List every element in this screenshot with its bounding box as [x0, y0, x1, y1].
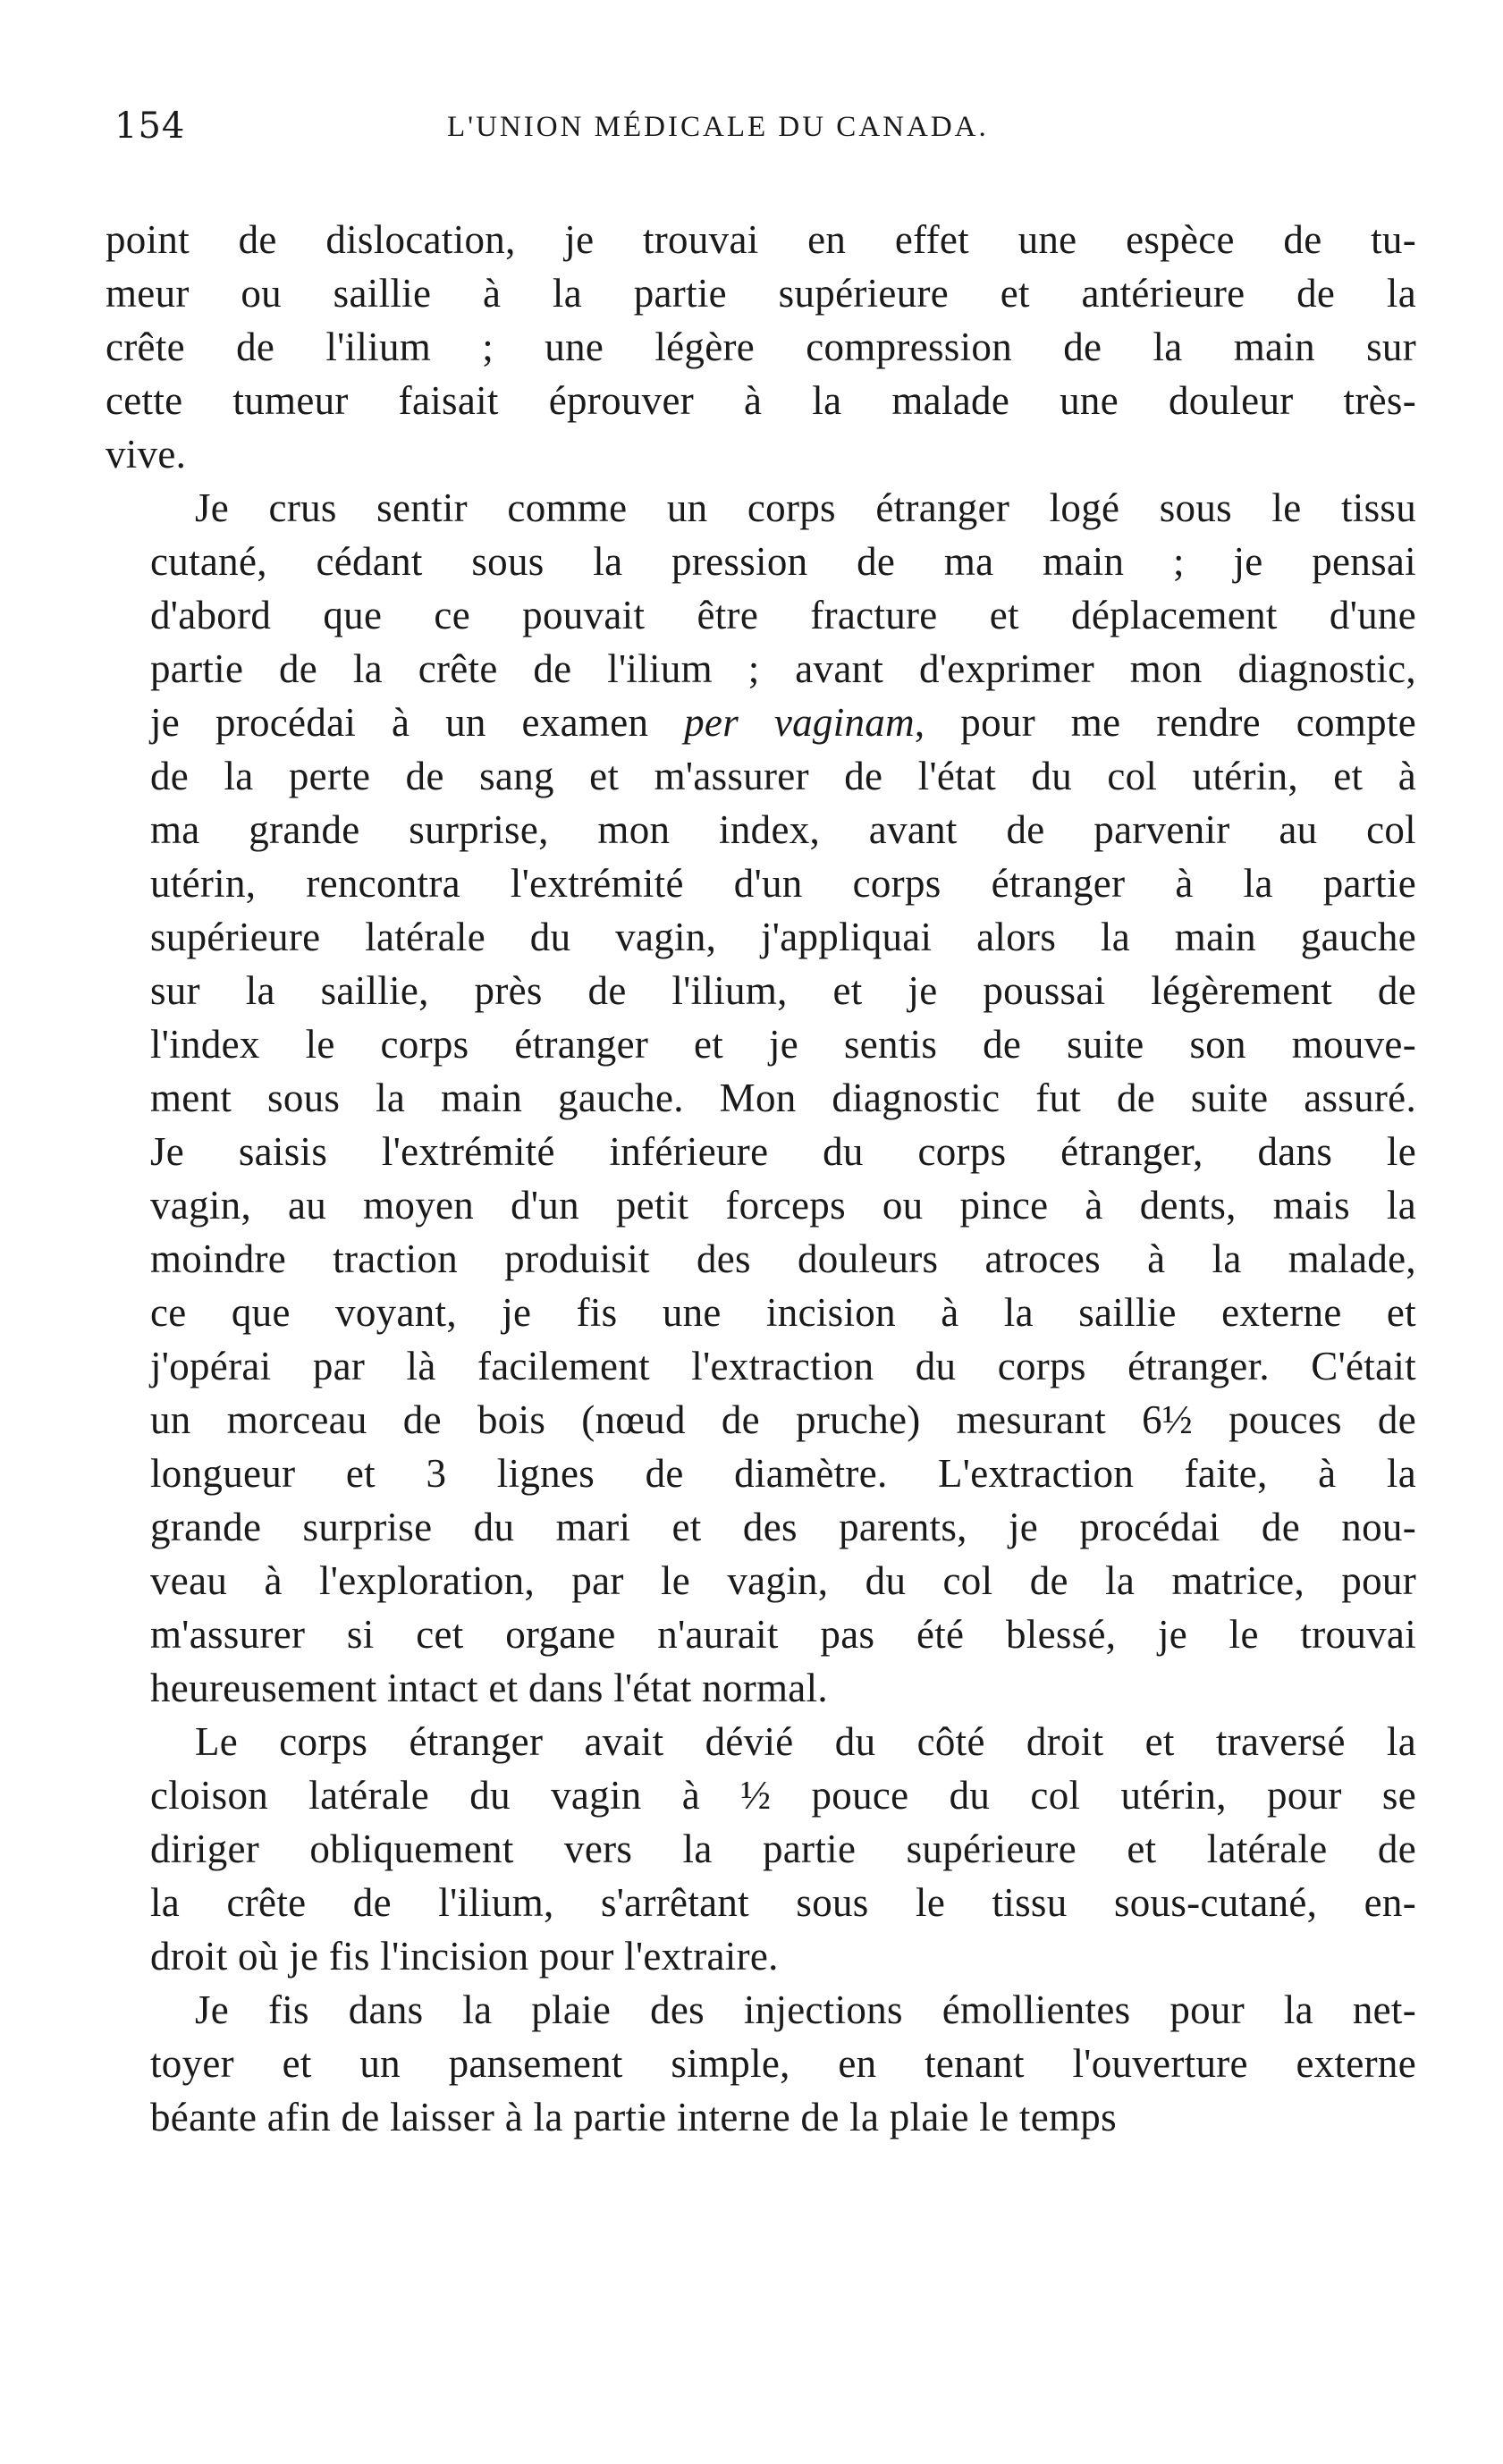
text-line: de la perte de sang et m'assurer de l'état du col utérin, et à [150, 754, 1416, 798]
text-line: vive. [106, 432, 187, 477]
text-line: longueur et 3 lignes de diamètre. L'extraction faite, à la [150, 1451, 1416, 1496]
text-line: ce que voyant, je fis une incision à la saillie externe et [150, 1290, 1416, 1335]
text-line: Je crus sentir comme un corps étranger logé sous le tissu [195, 485, 1416, 530]
paragraph [106, 1715, 1416, 1983]
paragraph [106, 213, 1416, 481]
text-line: crête de l'ilium ; une légère compression de la main sur [106, 325, 1416, 369]
text-line: vagin, au moyen d'un petit forceps ou pince à dents, mais la [150, 1183, 1416, 1228]
journal-title: L'UNION MÉDICALE DU CANADA. [447, 111, 989, 143]
text-line: Je fis dans la plaie des injections émollientes pour la net- [195, 1987, 1416, 2032]
text-line: Je saisis l'extrémité inférieure du corps étranger, dans le [150, 1129, 1416, 1174]
text-line: je procédai à un examen per vaginam, pour me rendre compte [150, 700, 1417, 745]
text-line: diriger obliquement vers la partie supérieure et latérale de [150, 1827, 1416, 1871]
paragraph [106, 1983, 1416, 2144]
text-line: sur la saillie, près de l'ilium, et je poussai légèrement de [150, 968, 1416, 1013]
text-line: utérin, rencontra l'extrémité d'un corps étranger à la partie [150, 861, 1416, 906]
text-line: meur ou saillie à la partie supérieure et antérieure de la [106, 271, 1416, 316]
text-line: ment sous la main gauche. Mon diagnostic fut de suite assuré. [150, 1076, 1416, 1120]
text-line: un morceau de bois (nœud de pruche) mesurant 6½ pouces de [150, 1397, 1416, 1442]
text-line: veau à l'exploration, par le vagin, du col de la matrice, pour [150, 1558, 1416, 1603]
paragraph [106, 481, 1416, 1715]
text-line: cutané, cédant sous la pression de ma main ; je pensai [150, 539, 1416, 584]
text-line: droit où je fis l'incision pour l'extraire. [150, 1934, 779, 1979]
text-line: d'abord que ce pouvait être fracture et déplacement d'une [150, 593, 1416, 637]
text-line: heureusement intact et dans l'état normal. [150, 1666, 828, 1710]
text-line: ma grande surprise, mon index, avant de parvenir au col [150, 807, 1416, 852]
page-number: 154 [114, 105, 186, 147]
text-line: toyer et un pansement simple, en tenant l'ouverture externe [150, 2041, 1416, 2086]
text-line: cette tumeur faisait éprouver à la malade une douleur très- [106, 378, 1416, 423]
text-line: cloison latérale du vagin à ½ pouce du col utérin, pour se [150, 1773, 1416, 1818]
text-line: supérieure latérale du vagin, j'appliquai alors la main gauche [150, 915, 1416, 959]
text-line: m'assurer si cet organe n'aurait pas été blessé, je le trouvai [150, 1612, 1416, 1657]
text-line: l'index le corps étranger et je sentis de suite son mouve- [150, 1022, 1416, 1067]
text-line: béante afin de laisser à la partie interne de la plaie le temps [150, 2095, 1117, 2139]
text-line: partie de la crête de l'ilium ; avant d'exprimer mon diagnostic, [150, 646, 1416, 691]
text-line: Le corps étranger avait dévié du côté droit et traversé la [195, 1719, 1416, 1764]
text-line: point de dislocation, je trouvai en effet une espèce de tu- [106, 217, 1416, 262]
text-line: moindre traction produisit des douleurs atroces à la malade, [150, 1236, 1416, 1281]
running-head [114, 105, 1402, 159]
body-text [106, 213, 1416, 2144]
text-line: j'opérai par là facilement l'extraction du corps étranger. C'était [150, 1344, 1416, 1388]
text-line: la crête de l'ilium, s'arrêtant sous le tissu sous-cutané, en- [150, 1880, 1416, 1925]
text-line: grande surprise du mari et des parents, je procédai de nou- [150, 1505, 1416, 1549]
